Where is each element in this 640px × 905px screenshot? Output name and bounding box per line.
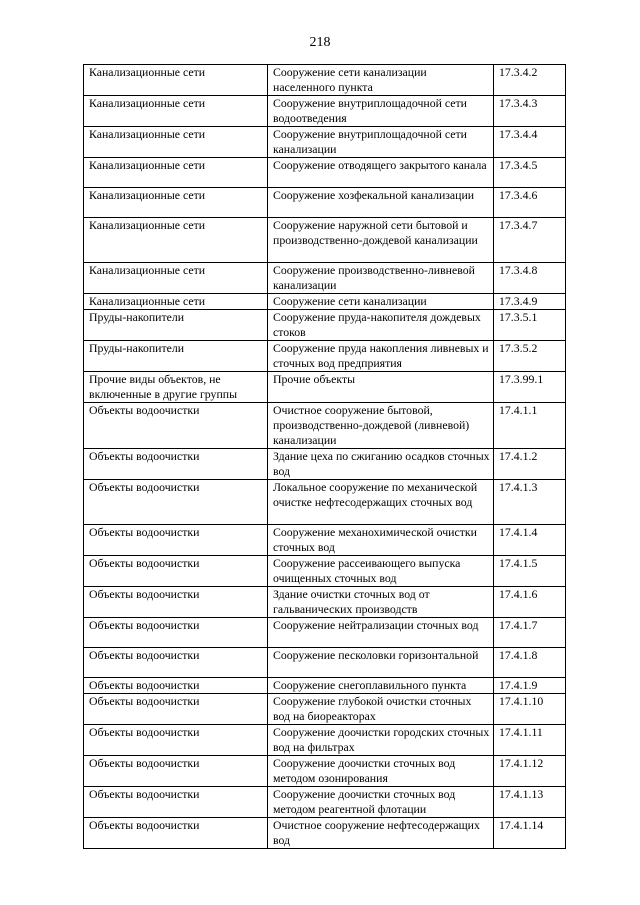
table-row — [84, 341, 566, 372]
object-name-cell: Сооружение пруда-накопителя дождевых стоков — [268, 310, 494, 341]
table-row — [84, 372, 566, 403]
object-group-cell: Объекты водоочистки — [84, 618, 268, 648]
object-group-cell: Пруды-накопители — [84, 310, 268, 341]
table-row — [84, 818, 566, 849]
object-name-cell: Сооружение механохимической очистки сточных вод — [268, 525, 494, 556]
object-code-cell: 17.4.1.1 — [494, 403, 566, 449]
object-code-cell: 17.4.1.10 — [494, 694, 566, 725]
object-group-cell: Объекты водоочистки — [84, 678, 268, 694]
table-row — [84, 618, 566, 648]
object-name-cell: Сооружение сети канализации — [268, 294, 494, 310]
object-name-cell: Сооружение нейтрализации сточных вод — [268, 618, 494, 648]
table-row — [84, 587, 566, 618]
object-group-cell: Прочие виды объектов, не включенные в другие группы — [84, 372, 268, 403]
object-group-cell: Объекты водоочистки — [84, 648, 268, 678]
object-name-cell: Сооружение внутриплощадочной сети водоотведения — [268, 96, 494, 127]
object-code-cell: 17.3.4.6 — [494, 188, 566, 218]
object-name-cell: Прочие объекты — [268, 372, 494, 403]
table-row — [84, 158, 566, 188]
object-code-cell: 17.3.4.2 — [494, 65, 566, 96]
object-group-cell: Канализационные сети — [84, 294, 268, 310]
object-name-cell: Сооружение рассеивающего выпуска очищенных сточных вод — [268, 556, 494, 587]
object-name-cell: Сооружение снегоплавильного пункта — [268, 678, 494, 694]
table-row — [84, 648, 566, 678]
object-name-cell: Сооружение глубокой очистки сточных вод на биореакторах — [268, 694, 494, 725]
object-name-cell: Сооружение песколовки горизонтальной — [268, 648, 494, 678]
object-name-cell: Локальное сооружение по механической очистке нефтесодержащих сточных вод — [268, 480, 494, 525]
object-code-cell: 17.4.1.4 — [494, 525, 566, 556]
table-body — [84, 65, 566, 849]
object-name-cell: Сооружение хозфекальной канализации — [268, 188, 494, 218]
object-group-cell: Объекты водоочистки — [84, 756, 268, 787]
object-code-cell: 17.3.5.1 — [494, 310, 566, 341]
object-name-cell: Сооружение отводящего закрытого канала — [268, 158, 494, 188]
object-code-cell: 17.4.1.9 — [494, 678, 566, 694]
classification-table — [83, 64, 566, 849]
object-name-cell: Сооружение внутриплощадочной сети канализации — [268, 127, 494, 158]
object-code-cell: 17.3.4.7 — [494, 218, 566, 263]
object-code-cell: 17.3.4.3 — [494, 96, 566, 127]
object-name-cell: Сооружение доочистки сточных вод методом реагентной флотации — [268, 787, 494, 818]
object-group-cell: Объекты водоочистки — [84, 403, 268, 449]
object-name-cell: Сооружение производственно-ливневой канализации — [268, 263, 494, 294]
object-name-cell: Сооружение пруда накопления ливневых и сточных вод предприятия — [268, 341, 494, 372]
object-group-cell: Объекты водоочистки — [84, 587, 268, 618]
table-row — [84, 294, 566, 310]
object-code-cell: 17.4.1.8 — [494, 648, 566, 678]
table-row — [84, 96, 566, 127]
object-code-cell: 17.4.1.13 — [494, 787, 566, 818]
page-number: 218 — [309, 35, 331, 50]
object-group-cell: Канализационные сети — [84, 218, 268, 263]
object-group-cell: Объекты водоочистки — [84, 725, 268, 756]
table-row — [84, 127, 566, 158]
object-group-cell: Канализационные сети — [84, 65, 268, 96]
object-code-cell: 17.4.1.6 — [494, 587, 566, 618]
object-group-cell: Объекты водоочистки — [84, 449, 268, 480]
object-code-cell: 17.3.4.9 — [494, 294, 566, 310]
object-group-cell: Канализационные сети — [84, 127, 268, 158]
object-code-cell: 17.4.1.11 — [494, 725, 566, 756]
object-name-cell: Очистное сооружение бытовой, производственно-дождевой (ливневой) канализации — [268, 403, 494, 449]
object-code-cell: 17.3.4.8 — [494, 263, 566, 294]
object-code-cell: 17.3.99.1 — [494, 372, 566, 403]
object-name-cell: Здание очистки сточных вод от гальванических производств — [268, 587, 494, 618]
table-row — [84, 756, 566, 787]
object-code-cell: 17.4.1.7 — [494, 618, 566, 648]
object-code-cell: 17.4.1.5 — [494, 556, 566, 587]
table-row — [84, 188, 566, 218]
table-row — [84, 725, 566, 756]
object-group-cell: Объекты водоочистки — [84, 694, 268, 725]
object-group-cell: Канализационные сети — [84, 263, 268, 294]
object-group-cell: Канализационные сети — [84, 188, 268, 218]
object-group-cell: Канализационные сети — [84, 96, 268, 127]
object-group-cell: Объекты водоочистки — [84, 480, 268, 525]
object-name-cell: Здание цеха по сжиганию осадков сточных вод — [268, 449, 494, 480]
object-group-cell: Канализационные сети — [84, 158, 268, 188]
object-name-cell: Сооружение доочистки городских сточных вод на фильтрах — [268, 725, 494, 756]
table-row — [84, 694, 566, 725]
table-row — [84, 556, 566, 587]
object-code-cell: 17.4.1.3 — [494, 480, 566, 525]
object-code-cell: 17.3.4.5 — [494, 158, 566, 188]
object-group-cell: Объекты водоочистки — [84, 556, 268, 587]
object-group-cell: Объекты водоочистки — [84, 818, 268, 849]
table-row — [84, 218, 566, 263]
table-row — [84, 480, 566, 525]
table-row — [84, 787, 566, 818]
table-row — [84, 449, 566, 480]
object-code-cell: 17.3.5.2 — [494, 341, 566, 372]
object-group-cell: Объекты водоочистки — [84, 525, 268, 556]
object-code-cell: 17.3.4.4 — [494, 127, 566, 158]
table-row — [84, 310, 566, 341]
object-name-cell: Сооружение доочистки сточных вод методом озонирования — [268, 756, 494, 787]
table-row — [84, 525, 566, 556]
object-group-cell: Объекты водоочистки — [84, 787, 268, 818]
object-name-cell: Сооружение сети канализации населенного пункта — [268, 65, 494, 96]
table-row — [84, 403, 566, 449]
object-code-cell: 17.4.1.2 — [494, 449, 566, 480]
object-name-cell: Очистное сооружение нефтесодержащих вод — [268, 818, 494, 849]
object-code-cell: 17.4.1.12 — [494, 756, 566, 787]
object-name-cell: Сооружение наружной сети бытовой и производственно-дождевой канализации — [268, 218, 494, 263]
table-row — [84, 263, 566, 294]
object-group-cell: Пруды-накопители — [84, 341, 268, 372]
object-code-cell: 17.4.1.14 — [494, 818, 566, 849]
table-row — [84, 65, 566, 96]
table-row — [84, 678, 566, 694]
